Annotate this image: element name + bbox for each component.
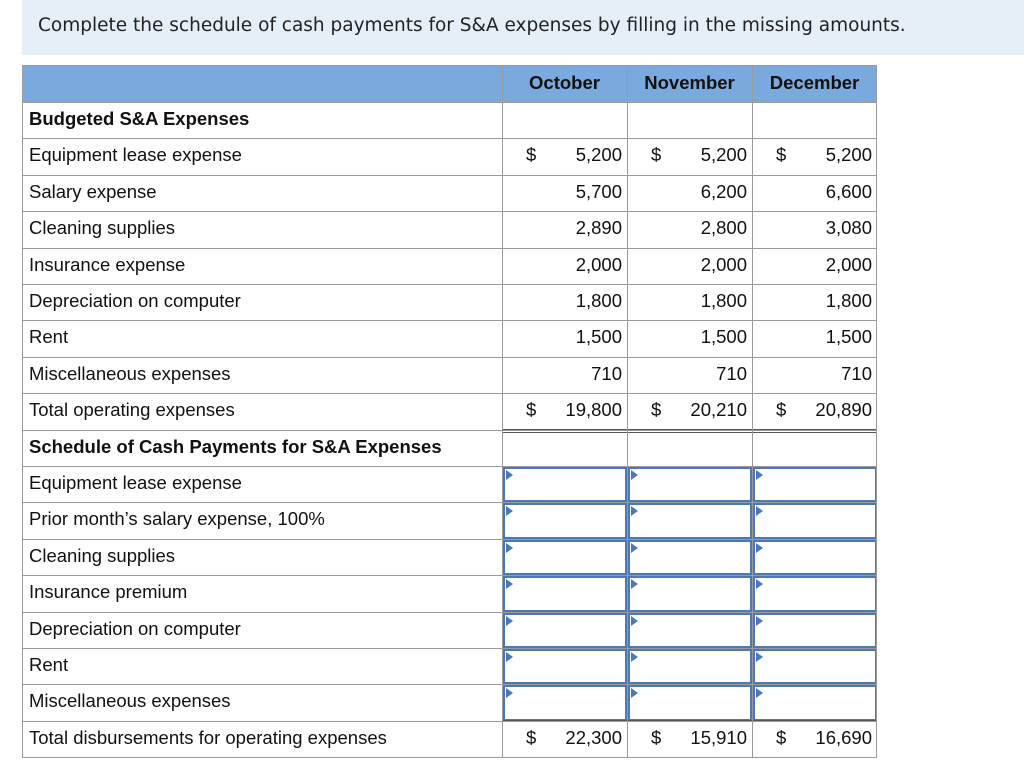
column-divider — [876, 65, 877, 757]
input-marker-icon — [506, 506, 513, 516]
amount-cell-october — [502, 211, 627, 247]
budget-row — [22, 393, 877, 429]
row-label: Total operating expenses — [29, 399, 235, 421]
amount-value: 1,800 — [825, 290, 872, 311]
amount-cell-november — [627, 211, 752, 247]
input-marker-icon — [631, 652, 638, 662]
row-divider — [22, 248, 877, 249]
amount-value: 1,500 — [825, 326, 872, 348]
input-marker-icon — [756, 506, 763, 516]
amount-value: 1,500 — [575, 326, 622, 348]
column-divider — [502, 65, 503, 757]
dollar-sign: $ — [776, 144, 787, 166]
amount-cell-november — [627, 284, 752, 320]
row-divider — [22, 502, 877, 503]
amount-cell-october — [502, 721, 627, 757]
instruction-text: Complete the schedule of cash payments for S&A expenses by filling in the missing amounts. — [38, 15, 906, 36]
row-divider — [22, 138, 877, 139]
budget-row — [22, 138, 877, 174]
amount-input-december[interactable] — [753, 685, 877, 720]
amount-input-october[interactable] — [503, 685, 627, 720]
row-divider — [22, 757, 877, 758]
row-divider — [22, 684, 877, 685]
row-divider — [22, 430, 877, 431]
row-label: Insurance expense — [29, 253, 186, 275]
cash-row — [22, 612, 877, 648]
amount-cell-november — [627, 320, 752, 356]
amount-cell-december — [752, 721, 877, 757]
instruction-banner — [22, 0, 1024, 55]
row-divider — [22, 211, 877, 212]
amount-cell-december — [752, 138, 877, 174]
row-divider — [22, 648, 877, 649]
amount-input-november[interactable] — [628, 503, 752, 538]
amount-input-november[interactable] — [628, 649, 752, 684]
amount-cell-november — [627, 393, 752, 429]
amount-value: 5,200 — [575, 144, 622, 166]
cash-row — [22, 539, 877, 575]
cash-payments-schedule-table — [22, 65, 877, 758]
row-divider — [22, 612, 877, 613]
dollar-sign: $ — [651, 399, 662, 421]
cash-row — [22, 575, 877, 611]
input-marker-icon — [631, 579, 638, 589]
budget-row — [22, 320, 877, 356]
dollar-sign: $ — [526, 399, 537, 421]
input-marker-icon — [506, 470, 513, 480]
row-divider — [22, 575, 877, 576]
cash-row — [22, 648, 877, 684]
amount-cell-november — [627, 138, 752, 174]
amount-input-october[interactable] — [503, 649, 627, 684]
budget-row — [22, 175, 877, 211]
dollar-sign: $ — [651, 726, 662, 748]
row-label: Depreciation on computer — [29, 617, 241, 639]
amount-value: 5,200 — [825, 144, 872, 166]
row-divider — [22, 102, 877, 103]
amount-cell-october — [502, 357, 627, 393]
amount-input-december[interactable] — [753, 576, 877, 611]
row-divider — [22, 357, 877, 358]
cash-section-title — [22, 430, 877, 466]
amount-cell-november — [627, 175, 752, 211]
dollar-sign: $ — [651, 144, 662, 166]
input-marker-icon — [506, 579, 513, 589]
amount-value: 15,910 — [690, 726, 747, 748]
amount-value: 2,000 — [575, 253, 622, 275]
row-label: Cleaning supplies — [29, 544, 176, 566]
input-marker-icon — [756, 579, 763, 589]
amount-value: 710 — [591, 362, 622, 384]
amount-input-october[interactable] — [503, 613, 627, 648]
dollar-sign: $ — [526, 144, 537, 166]
input-marker-icon — [631, 616, 638, 626]
input-marker-icon — [631, 506, 638, 516]
budget-row — [22, 284, 877, 320]
row-divider — [22, 466, 877, 467]
input-marker-icon — [756, 470, 763, 480]
amount-cell-october — [502, 320, 627, 356]
row-label: Miscellaneous expenses — [29, 362, 231, 384]
row-label: Rent — [29, 326, 69, 348]
input-marker-icon — [756, 688, 763, 698]
row-label: Equipment lease expense — [29, 472, 242, 493]
input-marker-icon — [631, 688, 638, 698]
total-top-rule — [502, 720, 877, 721]
amount-input-december[interactable] — [753, 540, 877, 575]
input-marker-icon — [756, 543, 763, 553]
row-label: Rent — [29, 654, 69, 675]
amount-cell-december — [752, 248, 877, 284]
total-double-underline — [502, 429, 877, 430]
row-label: Depreciation on computer — [29, 290, 241, 311]
amount-input-november[interactable] — [628, 613, 752, 648]
dollar-sign: $ — [776, 399, 787, 421]
column-divider — [627, 65, 628, 757]
cash-row — [22, 684, 877, 720]
amount-input-october[interactable] — [503, 540, 627, 575]
column-divider — [22, 65, 23, 757]
amount-cell-november — [627, 248, 752, 284]
amount-input-october[interactable] — [503, 467, 627, 502]
amount-value: 20,210 — [690, 399, 747, 421]
amount-value: 22,300 — [565, 726, 622, 748]
budget-section-title — [22, 102, 877, 138]
amount-input-december[interactable] — [753, 649, 877, 684]
amount-value: 6,200 — [700, 180, 747, 202]
header-blank-cell — [22, 65, 502, 102]
amount-cell-october — [502, 248, 627, 284]
input-marker-icon — [756, 616, 763, 626]
amount-cell-december — [752, 284, 877, 320]
row-divider — [22, 320, 877, 321]
amount-cell-december — [752, 393, 877, 429]
input-marker-icon — [631, 543, 638, 553]
cash-total-row — [22, 721, 877, 757]
dollar-sign: $ — [776, 726, 787, 748]
section-title: Schedule of Cash Payments for S&A Expenses — [29, 435, 442, 457]
amount-value: 19,800 — [565, 399, 622, 421]
amount-value: 710 — [841, 362, 872, 384]
input-marker-icon — [506, 652, 513, 662]
amount-value: 6,600 — [825, 180, 872, 202]
row-divider — [22, 721, 877, 722]
row-label: Miscellaneous expenses — [29, 690, 231, 712]
amount-input-october[interactable] — [503, 576, 627, 611]
table-top-border — [22, 65, 877, 66]
amount-input-november[interactable] — [628, 685, 752, 720]
total-double-underline — [502, 432, 877, 433]
amount-value: 1,800 — [575, 290, 622, 311]
amount-cell-november — [627, 357, 752, 393]
amount-value: 16,690 — [815, 726, 872, 748]
amount-value: 2,000 — [700, 253, 747, 275]
amount-cell-december — [752, 357, 877, 393]
column-header-december: December — [752, 65, 877, 102]
amount-input-november[interactable] — [628, 467, 752, 502]
budget-row — [22, 248, 877, 284]
row-label: Prior month’s salary expense, 100% — [29, 508, 325, 530]
row-label: Insurance premium — [29, 581, 188, 603]
row-label: Salary expense — [29, 180, 157, 202]
input-marker-icon — [756, 652, 763, 662]
row-divider — [22, 284, 877, 285]
amount-cell-december — [752, 211, 877, 247]
column-header-november: November — [627, 65, 752, 102]
row-divider — [22, 393, 877, 394]
amount-value: 5,200 — [700, 144, 747, 166]
amount-value: 3,080 — [825, 217, 872, 239]
amount-value: 20,890 — [815, 399, 872, 421]
column-divider — [752, 65, 753, 757]
row-label: Total disbursements for operating expenses — [29, 726, 387, 748]
amount-input-october[interactable] — [503, 503, 627, 538]
amount-input-december[interactable] — [753, 503, 877, 538]
amount-cell-october — [502, 393, 627, 429]
amount-input-december[interactable] — [753, 613, 877, 648]
amount-input-november[interactable] — [628, 540, 752, 575]
input-marker-icon — [631, 470, 638, 480]
budget-row — [22, 357, 877, 393]
section-title: Budgeted S&A Expenses — [29, 108, 250, 129]
cash-row — [22, 466, 877, 502]
amount-value: 710 — [716, 362, 747, 384]
amount-value: 1,800 — [700, 290, 747, 311]
amount-cell-december — [752, 320, 877, 356]
amount-cell-october — [502, 138, 627, 174]
amount-input-november[interactable] — [628, 576, 752, 611]
amount-cell-december — [752, 175, 877, 211]
amount-cell-october — [502, 175, 627, 211]
input-marker-icon — [506, 543, 513, 553]
amount-cell-october — [502, 284, 627, 320]
amount-input-december[interactable] — [753, 467, 877, 502]
input-marker-icon — [506, 688, 513, 698]
column-header-october: October — [502, 65, 627, 102]
row-label: Equipment lease expense — [29, 144, 242, 166]
amount-value: 1,500 — [700, 326, 747, 348]
amount-value: 2,800 — [700, 217, 747, 239]
row-divider — [22, 175, 877, 176]
row-divider — [22, 539, 877, 540]
dollar-sign: $ — [526, 726, 537, 748]
input-marker-icon — [506, 616, 513, 626]
amount-value: 2,000 — [825, 253, 872, 275]
amount-value: 2,890 — [575, 217, 622, 239]
cash-row — [22, 502, 877, 538]
amount-value: 5,700 — [575, 180, 622, 202]
amount-cell-november — [627, 721, 752, 757]
row-label: Cleaning supplies — [29, 217, 176, 239]
budget-row — [22, 211, 877, 247]
